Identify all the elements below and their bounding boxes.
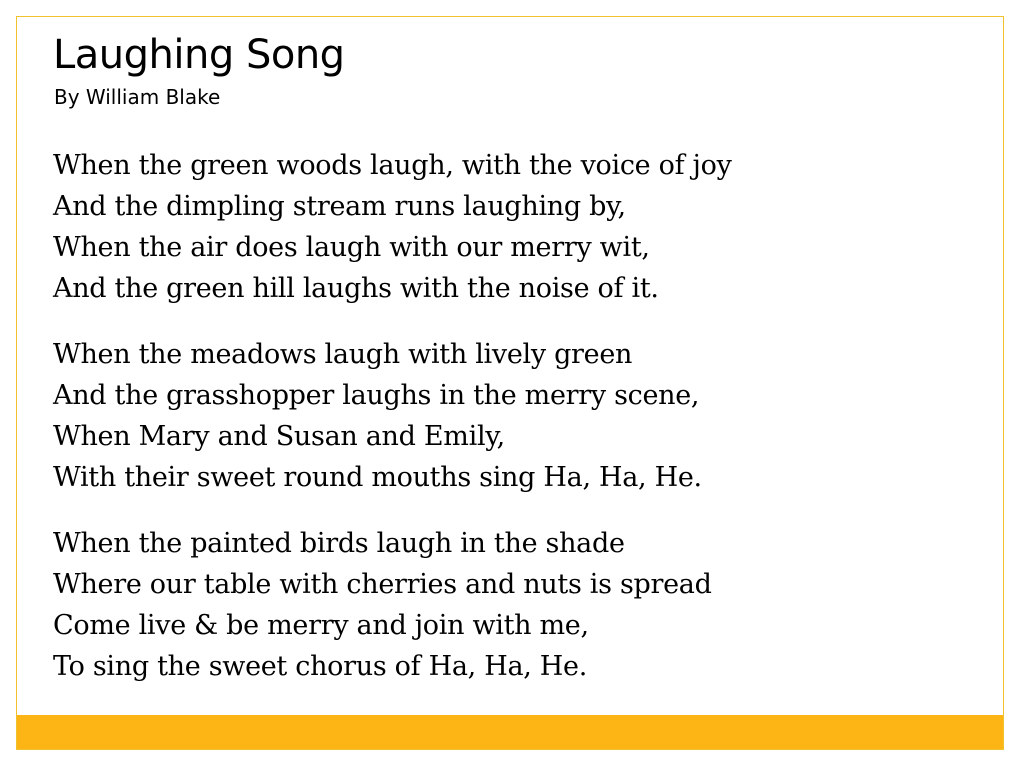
poem-line: And the grasshopper laughs in the merry scene, [53,380,700,411]
poem-line: With their sweet round mouths sing Ha, Ha, He. [53,462,702,493]
slide-title: Laughing Song [53,32,345,78]
poem-line: When the green woods laugh, with the voice of joy [53,150,732,181]
poem-line: When the meadows laugh with lively green [53,339,633,370]
poem-line: Come live & be merry and join with me, [53,610,589,641]
stanza-3 [53,523,983,687]
poem-line: When the painted birds laugh in the shade [53,528,625,559]
poem-line: And the green hill laughs with the noise of it. [53,273,659,304]
footer-accent-bar [17,715,1003,749]
poem-line: When the air does laugh with our merry wit, [53,232,650,263]
poem-body [53,145,983,712]
poem-line: And the dimpling stream runs laughing by, [53,191,626,222]
slide-subtitle: By William Blake [54,85,221,109]
poem-line: To sing the sweet chorus of Ha, Ha, He. [53,651,588,682]
poem-line: Where our table with cherries and nuts is spread [53,569,712,600]
stanza-2 [53,334,983,498]
stanza-1 [53,145,983,309]
poem-line: When Mary and Susan and Emily, [53,421,505,452]
slide [16,16,1004,750]
